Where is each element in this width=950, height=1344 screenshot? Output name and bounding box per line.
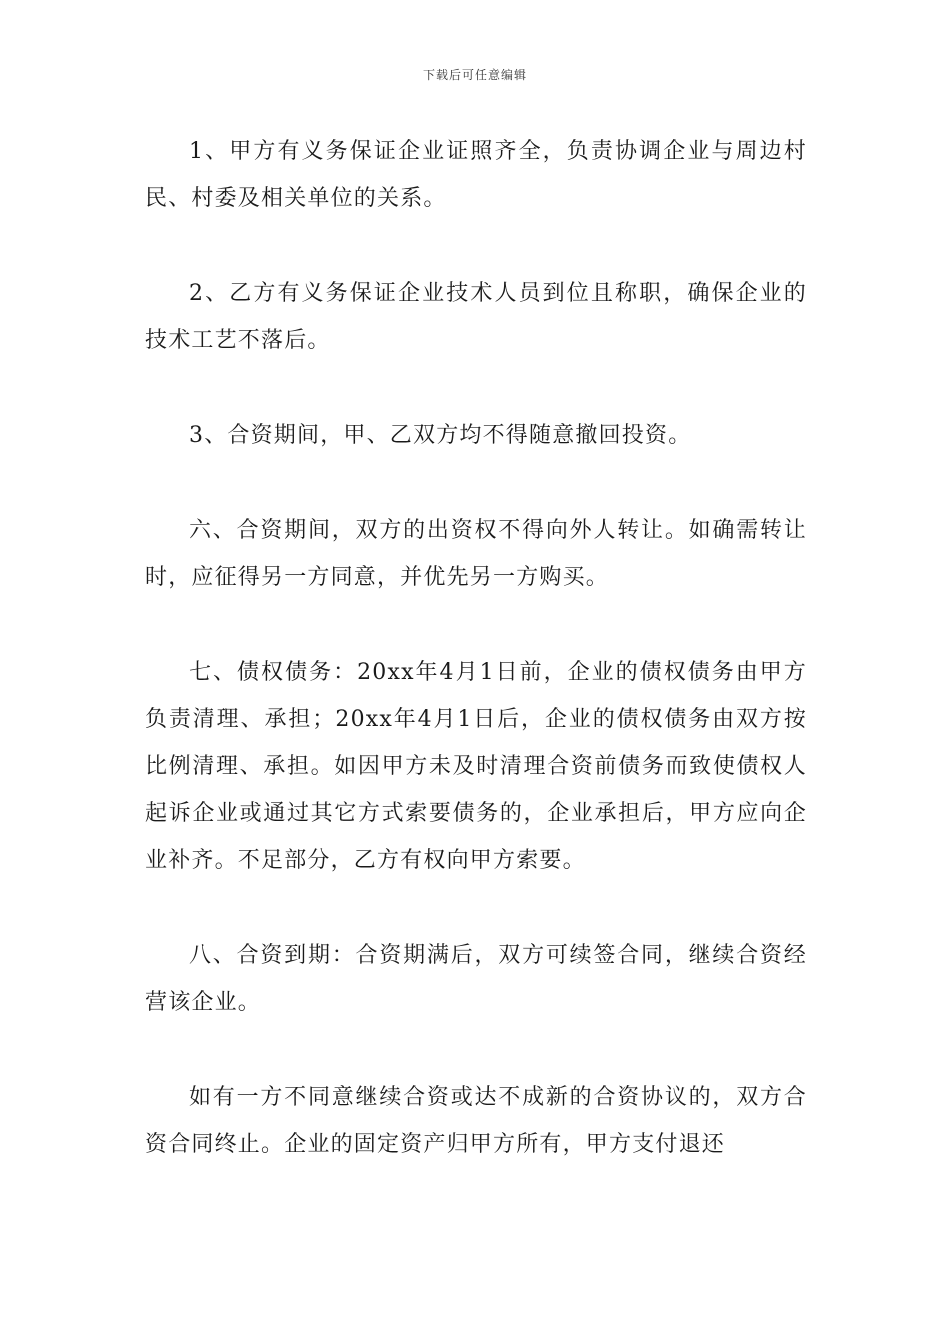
paragraph-section-6: 六、合资期间，双方的出资权不得向外人转让。如确需转让时，应征得另一方同意，并优先另一方购买。: [145, 518, 807, 590]
paragraph-section-8: 八、合资到期：合资期满后，双方可续签合同，继续合资经营该企业。: [145, 943, 807, 1015]
paragraph-clause-2: 2、乙方有义务保证企业技术人员到位且称职，确保企业的技术工艺不落后。: [145, 281, 807, 353]
paragraph-clause-3: 3、合资期间，甲、乙双方均不得随意撤回投资。: [189, 423, 692, 448]
page-header: 下载后可任意编辑: [422, 68, 527, 82]
paragraph-clause-1: 1、甲方有义务保证企业证照齐全，负责协调企业与周边村民、村委及相关单位的关系。: [145, 139, 807, 211]
paragraph-termination: 如有一方不同意继续合资或达不成新的合资协议的，双方合资合同终止。企业的固定资产归甲方所有，甲方支付退还: [145, 1085, 807, 1157]
document-body: [145, 128, 807, 1216]
paragraph-section-7: 七、债权债务：20xx年4月1日前，企业的债权债务由甲方负责清理、承担；20xx年4月1日后，企业的债权债务由双方按比例清理、承担。如因甲方未及时清理合资前债务而致使债权人起诉企业或通过其它方式索要债务的，企业承担后，甲方应向企业补齐。不足部分，乙方有权向甲方索要。: [145, 660, 807, 873]
